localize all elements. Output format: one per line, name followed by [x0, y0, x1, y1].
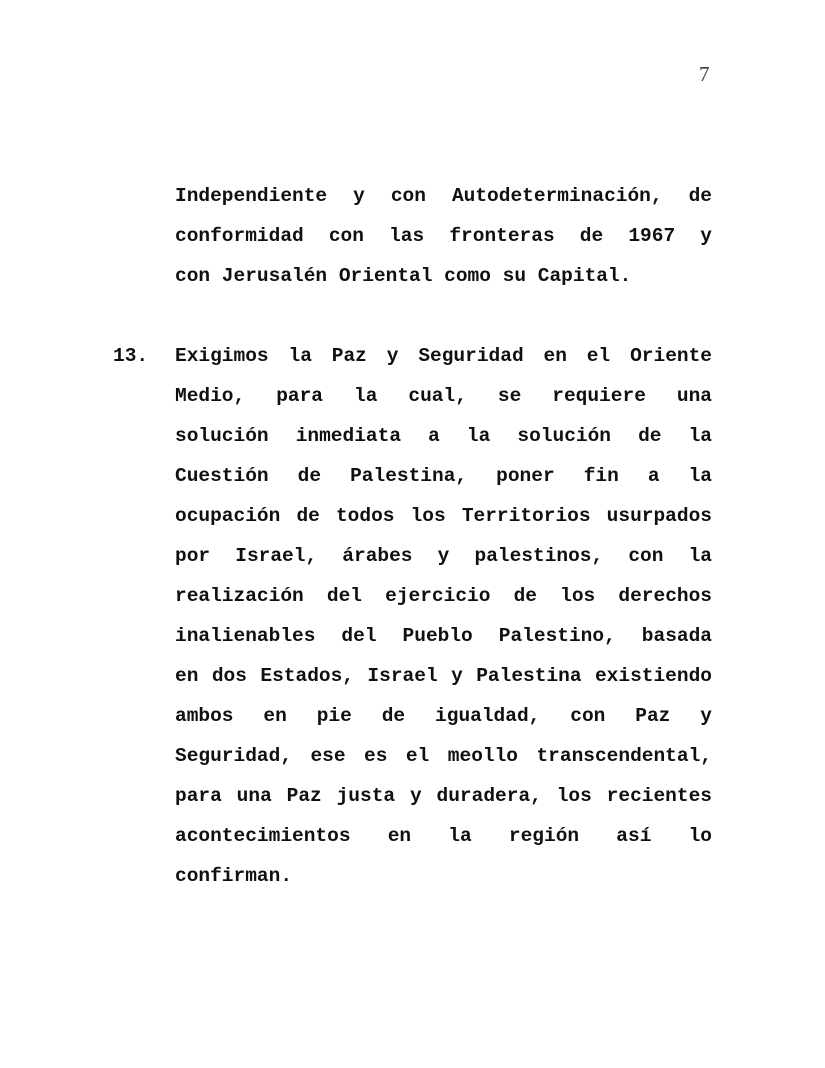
page-number: 7 [699, 62, 710, 86]
text-line: Cuestión de Palestina, poner fin a la [175, 465, 712, 487]
text-line: Medio, para la cual, se requiere una [175, 385, 712, 407]
text-line: Exigimos la Paz y Seguridad en el Oriente [175, 345, 712, 367]
paragraph [113, 176, 712, 296]
text-line: conformidad con las fronteras de 1967 y [175, 225, 712, 247]
text-line: inalienables del Pueblo Palestino, basada [175, 625, 712, 647]
text-line: para una Paz justa y duradera, los recientes [175, 785, 712, 807]
text-line: por Israel, árabes y palestinos, con la [175, 545, 712, 567]
text-line: confirman. [175, 865, 293, 887]
paragraph-marker: 13. [113, 345, 149, 367]
text-line: solución inmediata a la solución de la [175, 425, 712, 447]
text-line: realización del ejercicio de los derechos [175, 585, 712, 607]
paragraph-body [175, 336, 712, 896]
text-line: acontecimientos en la región así lo [175, 825, 712, 847]
paragraph [113, 336, 712, 896]
text-line: Independiente y con Autodeterminación, de [175, 185, 712, 207]
text-line: con Jerusalén Oriental como su Capital. [175, 265, 632, 287]
text-line: Seguridad, ese es el meollo transcendental, [175, 745, 712, 767]
text-line: ocupación de todos los Territorios usurpados [175, 505, 712, 527]
page-content [113, 176, 712, 896]
text-line: ambos en pie de igualdad, con Paz y [175, 705, 712, 727]
paragraph-body [175, 176, 712, 296]
text-line: en dos Estados, Israel y Palestina existiendo [175, 665, 712, 687]
